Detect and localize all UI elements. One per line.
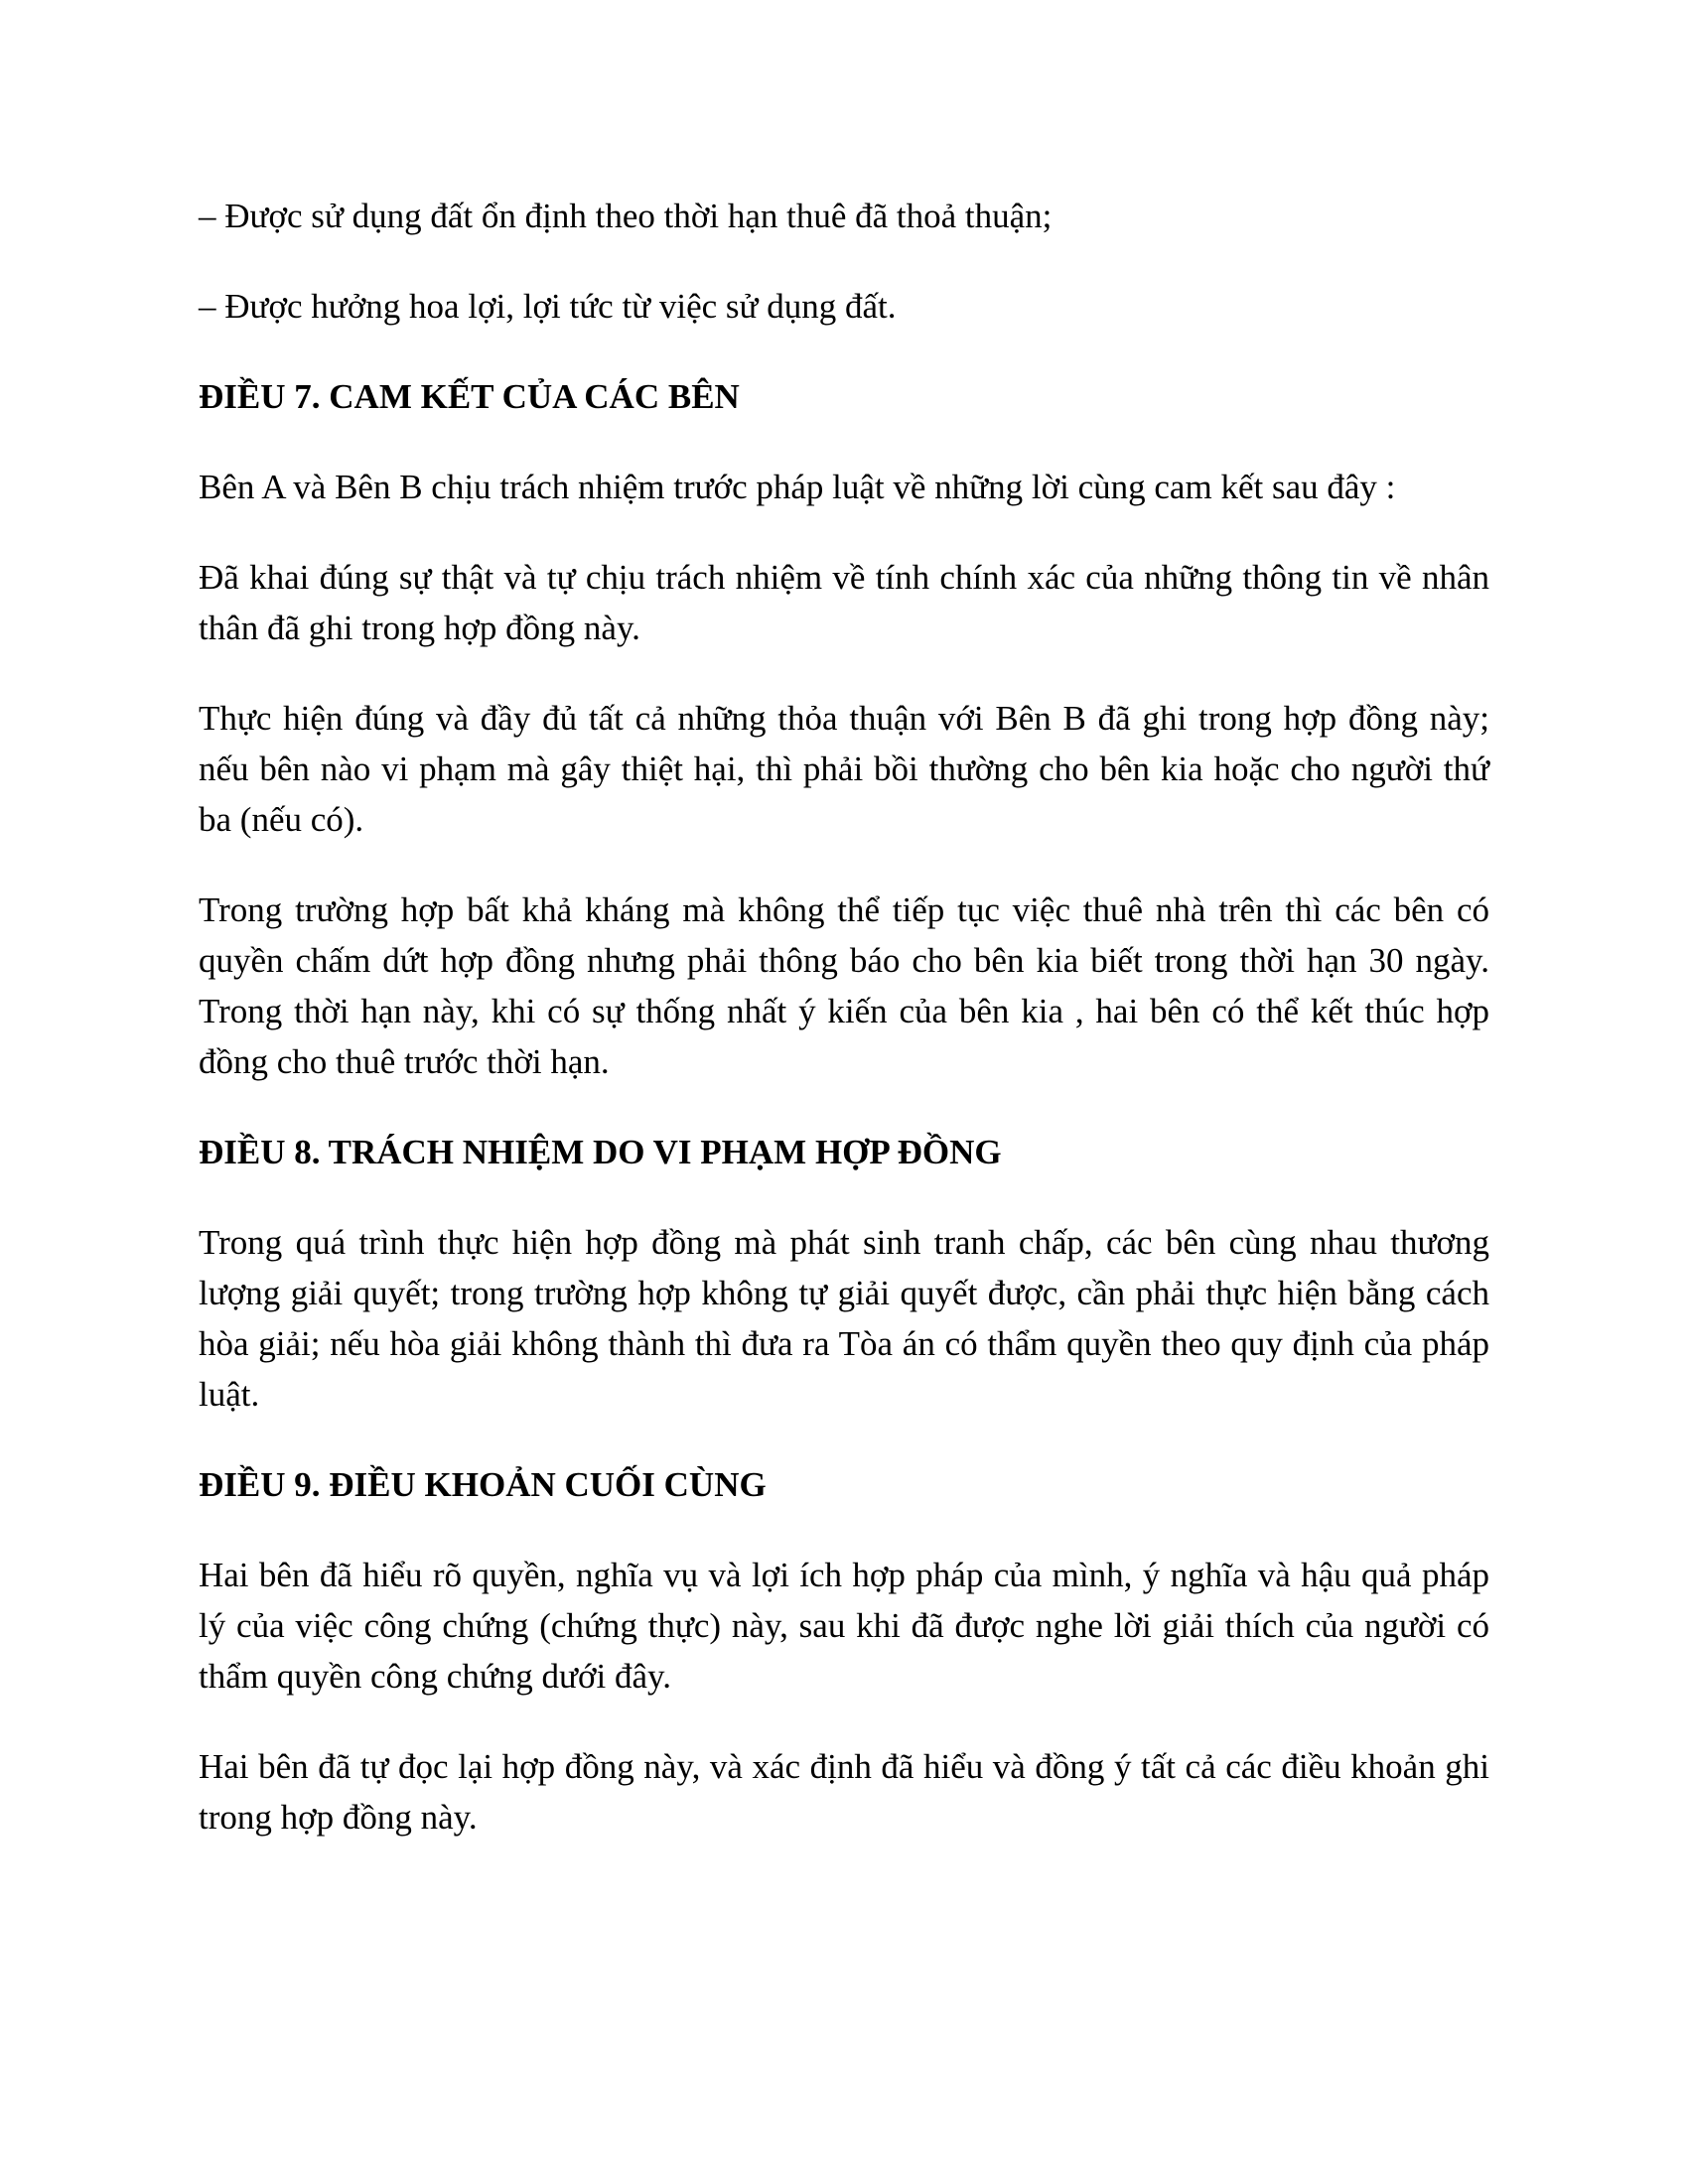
article-8-heading: ĐIỀU 8. TRÁCH NHIỆM DO VI PHẠM HỢP ĐỒNG (199, 1133, 1002, 1171)
article-7-paragraph: Thực hiện đúng và đầy đủ tất cả những thỏa thuận với Bên B đã ghi trong hợp đồng này; nếu bên nào vi phạm mà gây thiệt hại, thì phải bồi thường cho bên kia hoặc cho người thứ ba (nếu có). (199, 699, 1489, 839)
bullet-item: – Được sử dụng đất ổn định theo thời hạn thuê đã thoả thuận; (199, 197, 1053, 235)
article-7-heading: ĐIỀU 7. CAM KẾT CỦA CÁC BÊN (199, 377, 740, 416)
article-7-paragraph: Bên A và Bên B chịu trách nhiệm trước pháp luật về những lời cùng cam kết sau đây : (199, 468, 1396, 506)
article-7-paragraph: Trong trường hợp bất khả kháng mà không thể tiếp tục việc thuê nhà trên thì các bên có quyền chấm dứt hợp đồng nhưng phải thông báo cho bên kia biết trong thời hạn 30 ngày. Trong thời hạn này, khi có sự thống nhất ý kiến của bên kia , hai bên có thể kết thúc hợp đồng cho thuê trước thời hạn. (199, 890, 1489, 1081)
article-8-paragraph: Trong quá trình thực hiện hợp đồng mà phát sinh tranh chấp, các bên cùng nhau thương lượng giải quyết; trong trường hợp không tự giải quyết được, cần phải thực hiện bằng cách hòa giải; nếu hòa giải không thành thì đưa ra Tòa án có thẩm quyền theo quy định của pháp luật. (199, 1223, 1489, 1414)
document-page (199, 191, 1489, 1882)
article-7-paragraph: Đã khai đúng sự thật và tự chịu trách nhiệm về tính chính xác của những thông tin về nhân thân đã ghi trong hợp đồng này. (199, 558, 1489, 647)
article-9-heading: ĐIỀU 9. ĐIỀU KHOẢN CUỐI CÙNG (199, 1465, 767, 1504)
article-9-paragraph: Hai bên đã tự đọc lại hợp đồng này, và xác định đã hiểu và đồng ý tất cả các điều khoản ghi trong hợp đồng này. (199, 1747, 1489, 1837)
article-9-paragraph: Hai bên đã hiểu rõ quyền, nghĩa vụ và lợi ích hợp pháp của mình, ý nghĩa và hậu quả pháp lý của việc công chứng (chứng thực) này, sau khi đã được nghe lời giải thích của người có thẩm quyền công chứng dưới đây. (199, 1556, 1489, 1696)
bullet-item: – Được hưởng hoa lợi, lợi tức từ việc sử dụng đất. (199, 287, 897, 326)
